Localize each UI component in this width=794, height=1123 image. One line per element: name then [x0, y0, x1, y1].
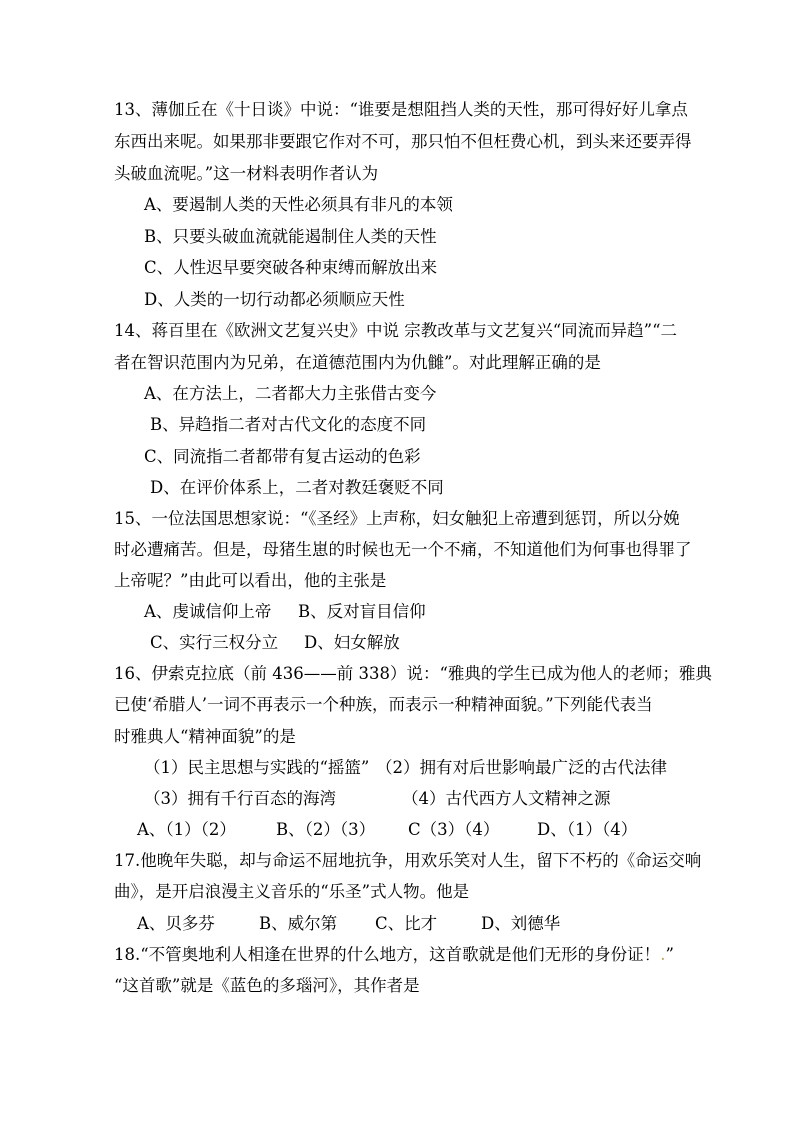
q13-option-b: B、只要头破血流就能遏制住人类的天性: [144, 227, 437, 246]
q16-option-c: C（3）（4）: [408, 820, 500, 839]
q17-option-b: B、威尔第: [259, 914, 338, 933]
q16-item-1: （1）民主思想与实践的“摇篮”: [144, 758, 370, 777]
q17-stem-line-2: 曲》，是开启浪漫主义音乐的“乐圣”式人物。他是: [114, 882, 470, 901]
q15-stem-line-1: 15、一位法国思想家说：“《圣经》上声称，妇女触犯上帝遭到惩罚，所以分娩: [114, 509, 680, 528]
q16-item-3: （3）拥有千行百态的海湾: [144, 789, 336, 808]
q15-stem-line-2: 时必遭痛苦。但是，母猪生崽的时候也无一个不痛，不知道他们为何事也得罪了: [114, 540, 692, 559]
q16-stem-line-3: 时雅典人“精神面貌”的是: [114, 727, 296, 746]
q13-option-c: C、人性迟早要突破各种束缚而解放出来: [144, 258, 438, 277]
q17-option-a: A、贝多芬: [137, 914, 215, 933]
q13-stem-line-2: 东西出来呢。如果那非要跟它作对不可，那只怕不但枉费心机，到头来还要弄得: [114, 132, 692, 151]
q13-stem-line-3: 头破血流呢。”这一材料表明作者认为: [114, 164, 379, 183]
q13-option-d: D、人类的一切行动都必须顺应天性: [144, 290, 405, 309]
q17-option-d: D、刘德华: [481, 914, 561, 933]
q16-option-d: D、（1）（4）: [537, 820, 638, 839]
q13-stem-line-1: 13、薄伽丘在《十日谈》中说：“谁要是想阻挡人类的天性，那可得好好儿拿点: [114, 100, 688, 119]
q15-option-c: C、实行三权分立: [150, 633, 279, 652]
q16-option-b: B、（2）（3）: [276, 820, 376, 839]
q18-stem-line-1-text: 18.“不管奥地利人相逢在世界的什么地方，这首歌就是他们无形的身份证！: [114, 945, 661, 964]
q14-option-d: D、在评价体系上，二者对教廷褒贬不同: [150, 478, 444, 497]
q14-option-a: A、在方法上，二者都大力主张借古变今: [144, 384, 437, 403]
q13-option-a: A、要遏制人类的天性必须具有非凡的本领: [144, 195, 453, 214]
q14-option-c: C、同流指二者都带有复古运动的色彩: [144, 447, 421, 466]
q18-stem-line-2: “这首歌”就是《蓝色的多瑙河》，其作者是: [114, 976, 420, 995]
q15-option-a: A、虔诚信仰上帝: [144, 602, 272, 621]
q14-stem-line-2: 者在智识范围内为兄弟，在道德范围内为仇雠”。对此理解正确的是: [114, 353, 601, 372]
q15-option-b: B、反对盲目信仰: [298, 602, 426, 621]
q18-stem-line-1-tail: ”: [665, 945, 674, 964]
q17-stem-line-1: 17.他晚年失聪，却与命运不屈地抗争，用欢乐笑对人生，留下不朽的《命运交响: [114, 851, 702, 870]
q18-stem-mark: .: [660, 945, 666, 964]
q15-stem-line-3: 上帝呢？”由此可以看出，他的主张是: [114, 571, 387, 590]
q14-stem-line-1: 14、蒋百里在《欧洲文艺复兴史》中说 宗教改革与文艺复兴“同流而异趋”“二: [114, 321, 678, 340]
q16-item-2: （2）拥有对后世影响最广泛的古代法律: [376, 758, 667, 777]
q18-stem-line-1: [114, 945, 674, 965]
q16-item-4: （4）古代西方人文精神之源: [402, 789, 611, 808]
q17-option-c: C、比才: [375, 914, 438, 933]
q14-option-b: B、异趋指二者对古代文化的态度不同: [150, 415, 427, 434]
q16-option-a: A、（1）（2）: [137, 820, 236, 839]
q16-stem-line-1: 16、伊索克拉底（前 436——前 338）说：“雅典的学生已成为他人的老师；雅典: [114, 664, 712, 683]
q15-option-d: D、妇女解放: [304, 633, 400, 652]
q16-stem-line-2: 已使‘希腊人’一词不再表示一个种族，而表示一种精神面貌。”下列能代表当: [114, 695, 653, 714]
